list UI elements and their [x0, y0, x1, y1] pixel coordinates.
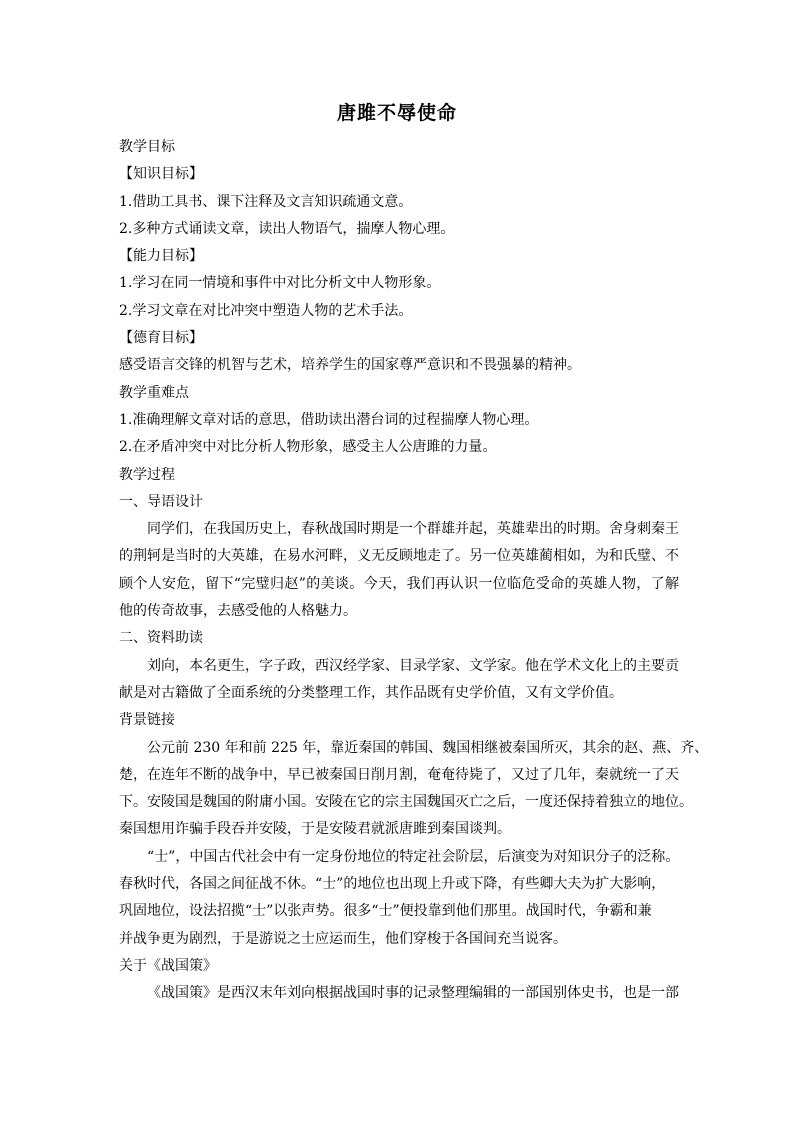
paragraph-line: 感受语言交锋的机智与艺术，培养学生的国家尊严意识和不畏强暴的精神。	[119, 357, 581, 374]
paragraph-line: 并战争更为剧烈，于是游说之士应运而生，他们穿梭于各国间充当说客。	[119, 930, 567, 947]
document-title: 唐雎不辱使命	[336, 102, 457, 124]
paragraph-line: 顾个人安危，留下“完璧归赵”的美谈。今天，我们再认识一位临危受命的英雄人物，了解	[119, 575, 679, 592]
paragraph-line: 献是对古籍做了全面系统的分类整理工作，其作品既有史学价值，又有文学价值。	[119, 684, 623, 701]
list-item: 1.准确理解文章对话的意思，借助读出潜台词的过程揣摩人物心理。	[119, 411, 539, 428]
paragraph-line: 巩固地位，设法招揽“士”以张声势。很多“士”便投靠到他们那里。战国时代，争霸和兼	[119, 903, 652, 920]
subsection-heading: 【知识目标】	[119, 166, 203, 183]
subsection-heading: 关于《战国策》	[119, 957, 217, 974]
paragraph-line: “士”，中国古代社会中有一定身份地位的特定社会阶层，后演变为对知识分子的泛称。	[147, 848, 680, 865]
section-heading: 教学重难点	[119, 384, 189, 401]
list-item: 2.学习文章在对比冲突中塑造人物的艺术手法。	[119, 302, 413, 319]
subsection-heading: 【德育目标】	[119, 330, 203, 347]
list-item: 2.多种方式诵读文章，读出人物语气，揣摩人物心理。	[119, 220, 455, 237]
paragraph-line: 《战国策》是西汉末年刘向根据战国时事的记录整理编辑的一部国别体史书，也是一部	[147, 985, 679, 1002]
paragraph-line: 的荆轲是当时的大英雄，在易水河畔，义无反顾地走了。另一位英雄蔺相如，为和氏璧、不	[119, 548, 679, 565]
paragraph-line: 秦国想用诈骗手段吞并安陵，于是安陵君就派唐雎到秦国谈判。	[119, 821, 511, 838]
list-item: 2.在矛盾冲突中对比分析人物形象，感受主人公唐雎的力量。	[119, 439, 497, 456]
document-body	[119, 134, 709, 1008]
subsection-heading: 二、资料助读	[119, 630, 203, 647]
paragraph-line: 他的传奇故事，去感受他的人格魅力。	[119, 603, 357, 620]
section-heading: 教学目标	[119, 139, 175, 155]
subsection-heading: 背景链接	[119, 712, 175, 729]
paragraph-line: 春秋时代，各国之间征战不休。“士”的地位也出现上升或下降，有些卿大夫为扩大影响，	[119, 876, 666, 893]
section-heading: 教学过程	[119, 466, 175, 483]
paragraph-line: 刘向，本名更生，字子政，西汉经学家、目录学家、文学家。他在学术文化上的主要贡	[147, 657, 679, 674]
paragraph-line: 下。安陵国是魏国的附庸小国。安陵在它的宗主国魏国灭亡之后，一度还保持着独立的地位。	[119, 794, 693, 811]
paragraph-line: 公元前 230 年和前 225 年，靠近秦国的韩国、魏国相继被秦国所灭，其余的赵、燕、齐、	[147, 739, 709, 756]
subsection-heading: 【能力目标】	[119, 248, 203, 265]
paragraph-line: 楚，在连年不断的战争中，早已被秦国日削月割，奄奄待毙了，又过了几年，秦就统一了天	[119, 766, 679, 783]
subsection-heading: 一、导语设计	[119, 493, 203, 510]
paragraph-line: 同学们，在我国历史上，春秋战国时期是一个群雄并起，英雄辈出的时期。舍身刺秦王	[147, 521, 679, 538]
list-item: 1.借助工具书、课下注释及文言知识疏通文意。	[119, 193, 413, 210]
list-item: 1.学习在同一情境和事件中对比分析文中人物形象。	[119, 275, 441, 292]
